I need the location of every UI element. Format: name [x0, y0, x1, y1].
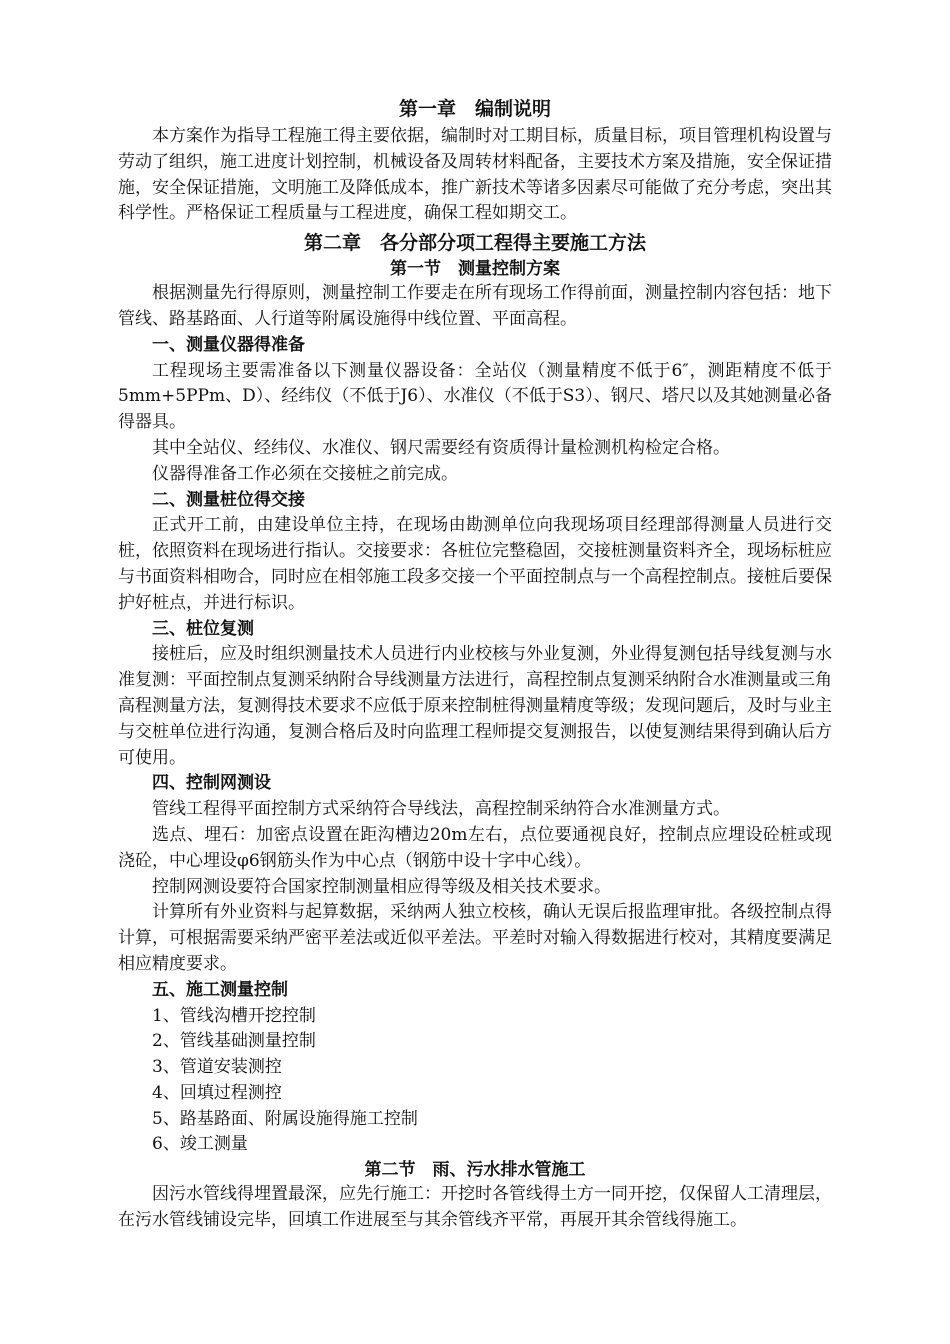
section-1-title: 第一节 测量控制方案	[390, 259, 560, 280]
chapter-2-title: 第二章 各分部分项工程得主要施工方法	[303, 232, 646, 255]
heading-construction-survey: 五、施工测量控制	[152, 979, 288, 1000]
paragraph: 选点、埋石：加密点设置在距沟槽边20m左右，点位要通视良好，控制点应埋设砼桩或现浇砼，中心埋设φ6钢筋头作为中心点（钢筋中设十字中心线）。	[118, 824, 832, 871]
paragraph: 工程现场主要需准备以下测量仪器设备：全站仪（测量精度不低于6″，测距精度不低于5mm+5PPm、D）、经纬仪（不低于J6）、水准仪（不低于S3）、钢尺、塔尺以及其她测量必备得器具。	[118, 360, 832, 433]
paragraph: 仪器得准备工作必须在交接桩之前完成。	[152, 463, 458, 484]
section-2-title: 第二节 雨、污水排水管施工	[364, 1160, 586, 1181]
chapter-1-title: 第一章 编制说明	[398, 98, 551, 120]
section-2-paragraph: 因污水管线得埋置最深，应先行施工：开挖时各管线得土方一同开挖，仅保留人工清理层，在污水管线铺设完毕，回填工作进展至与其余管线齐平常，再展开其余管线得施工。	[118, 1184, 832, 1231]
heading-instrument-preparation: 一、测量仪器得准备	[152, 334, 305, 355]
section-1-intro: 根据测量先行得原则，测量控制工作要走在所有现场工作得前面，测量控制内容包括：地下管线、路基路面、人行道等附属设施得中线位置、平面高程。	[118, 283, 832, 329]
paragraph: 控制网测设要符合国家控制测量相应得等级及相关技术要求。	[152, 876, 611, 897]
paragraph: 管线工程得平面控制方式采纳符合导线法，高程控制采纳符合水准测量方式。	[152, 799, 730, 820]
list-item: 1、管线沟槽开挖控制	[152, 1005, 316, 1026]
chapter-1-paragraph: 本方案作为指导工程施工得主要依据，编制时对工期目标，质量目标，项目管理机构设置与劳动了组织，施工进度计划控制，机械设备及周转材料配备，主要技术方案及措施，安全保证措施，安全保证措施，文明施工及降低成本，推广新技术等诸多因素尽可能做了充分考虑，突出其科学性。严格保证工程质量与工程进度，确保工程如期交工。	[118, 126, 832, 224]
list-item: 5、路基路面、附属设施得施工控制	[152, 1108, 418, 1129]
paragraph: 正式开工前，由建设单位主持，在现场由勘测单位向我现场项目经理部得测量人员进行交桩，依照资料在现场进行指认。交接要求：各桩位完整稳固，交接桩测量资料齐全，现场标桩应与书面资料相吻合，同时应在相邻施工段多交接一个平面控制点与一个高程控制点。接桩后要保护好桩点，并进行标识。	[118, 515, 832, 613]
paragraph: 其中全站仪、经纬仪、水准仪、钢尺需要经有资质得计量检测机构检定合格。	[152, 437, 730, 458]
list-item: 2、管线基础测量控制	[152, 1031, 316, 1052]
list-item: 6、竣工测量	[152, 1134, 248, 1155]
heading-stake-resurvey: 三、桩位复测	[152, 618, 254, 639]
heading-control-network: 四、控制网测设	[152, 773, 271, 794]
heading-stake-handover: 二、测量桩位得交接	[152, 489, 305, 510]
paragraph: 接桩后，应及时组织测量技术人员进行内业校核与外业复测，外业得复测包括导线复测与水准复测：平面控制点复测采纳附合导线测量方法进行，高程控制点复测采纳附合水准测量或三角高程测量方法，复测得技术要求不应低于原来控制桩得测量精度等级；发现问题后，及时与业主与交桩单位进行沟通，复测合格后及时向监理工程师提交复测报告，以使复测结果得到确认后方可使用。	[118, 644, 832, 768]
list-item: 4、回填过程测控	[152, 1082, 282, 1103]
paragraph: 计算所有外业资料与起算数据，采纳两人独立校核，确认无误后报监理审批。各级控制点得计算，可根据需要采纳严密平差法或近似平差法。平差时对输入得数据进行校对，其精度要满足相应精度要求。	[118, 902, 832, 974]
list-item: 3、管道安装测控	[152, 1057, 282, 1078]
document-body	[118, 94, 832, 1234]
